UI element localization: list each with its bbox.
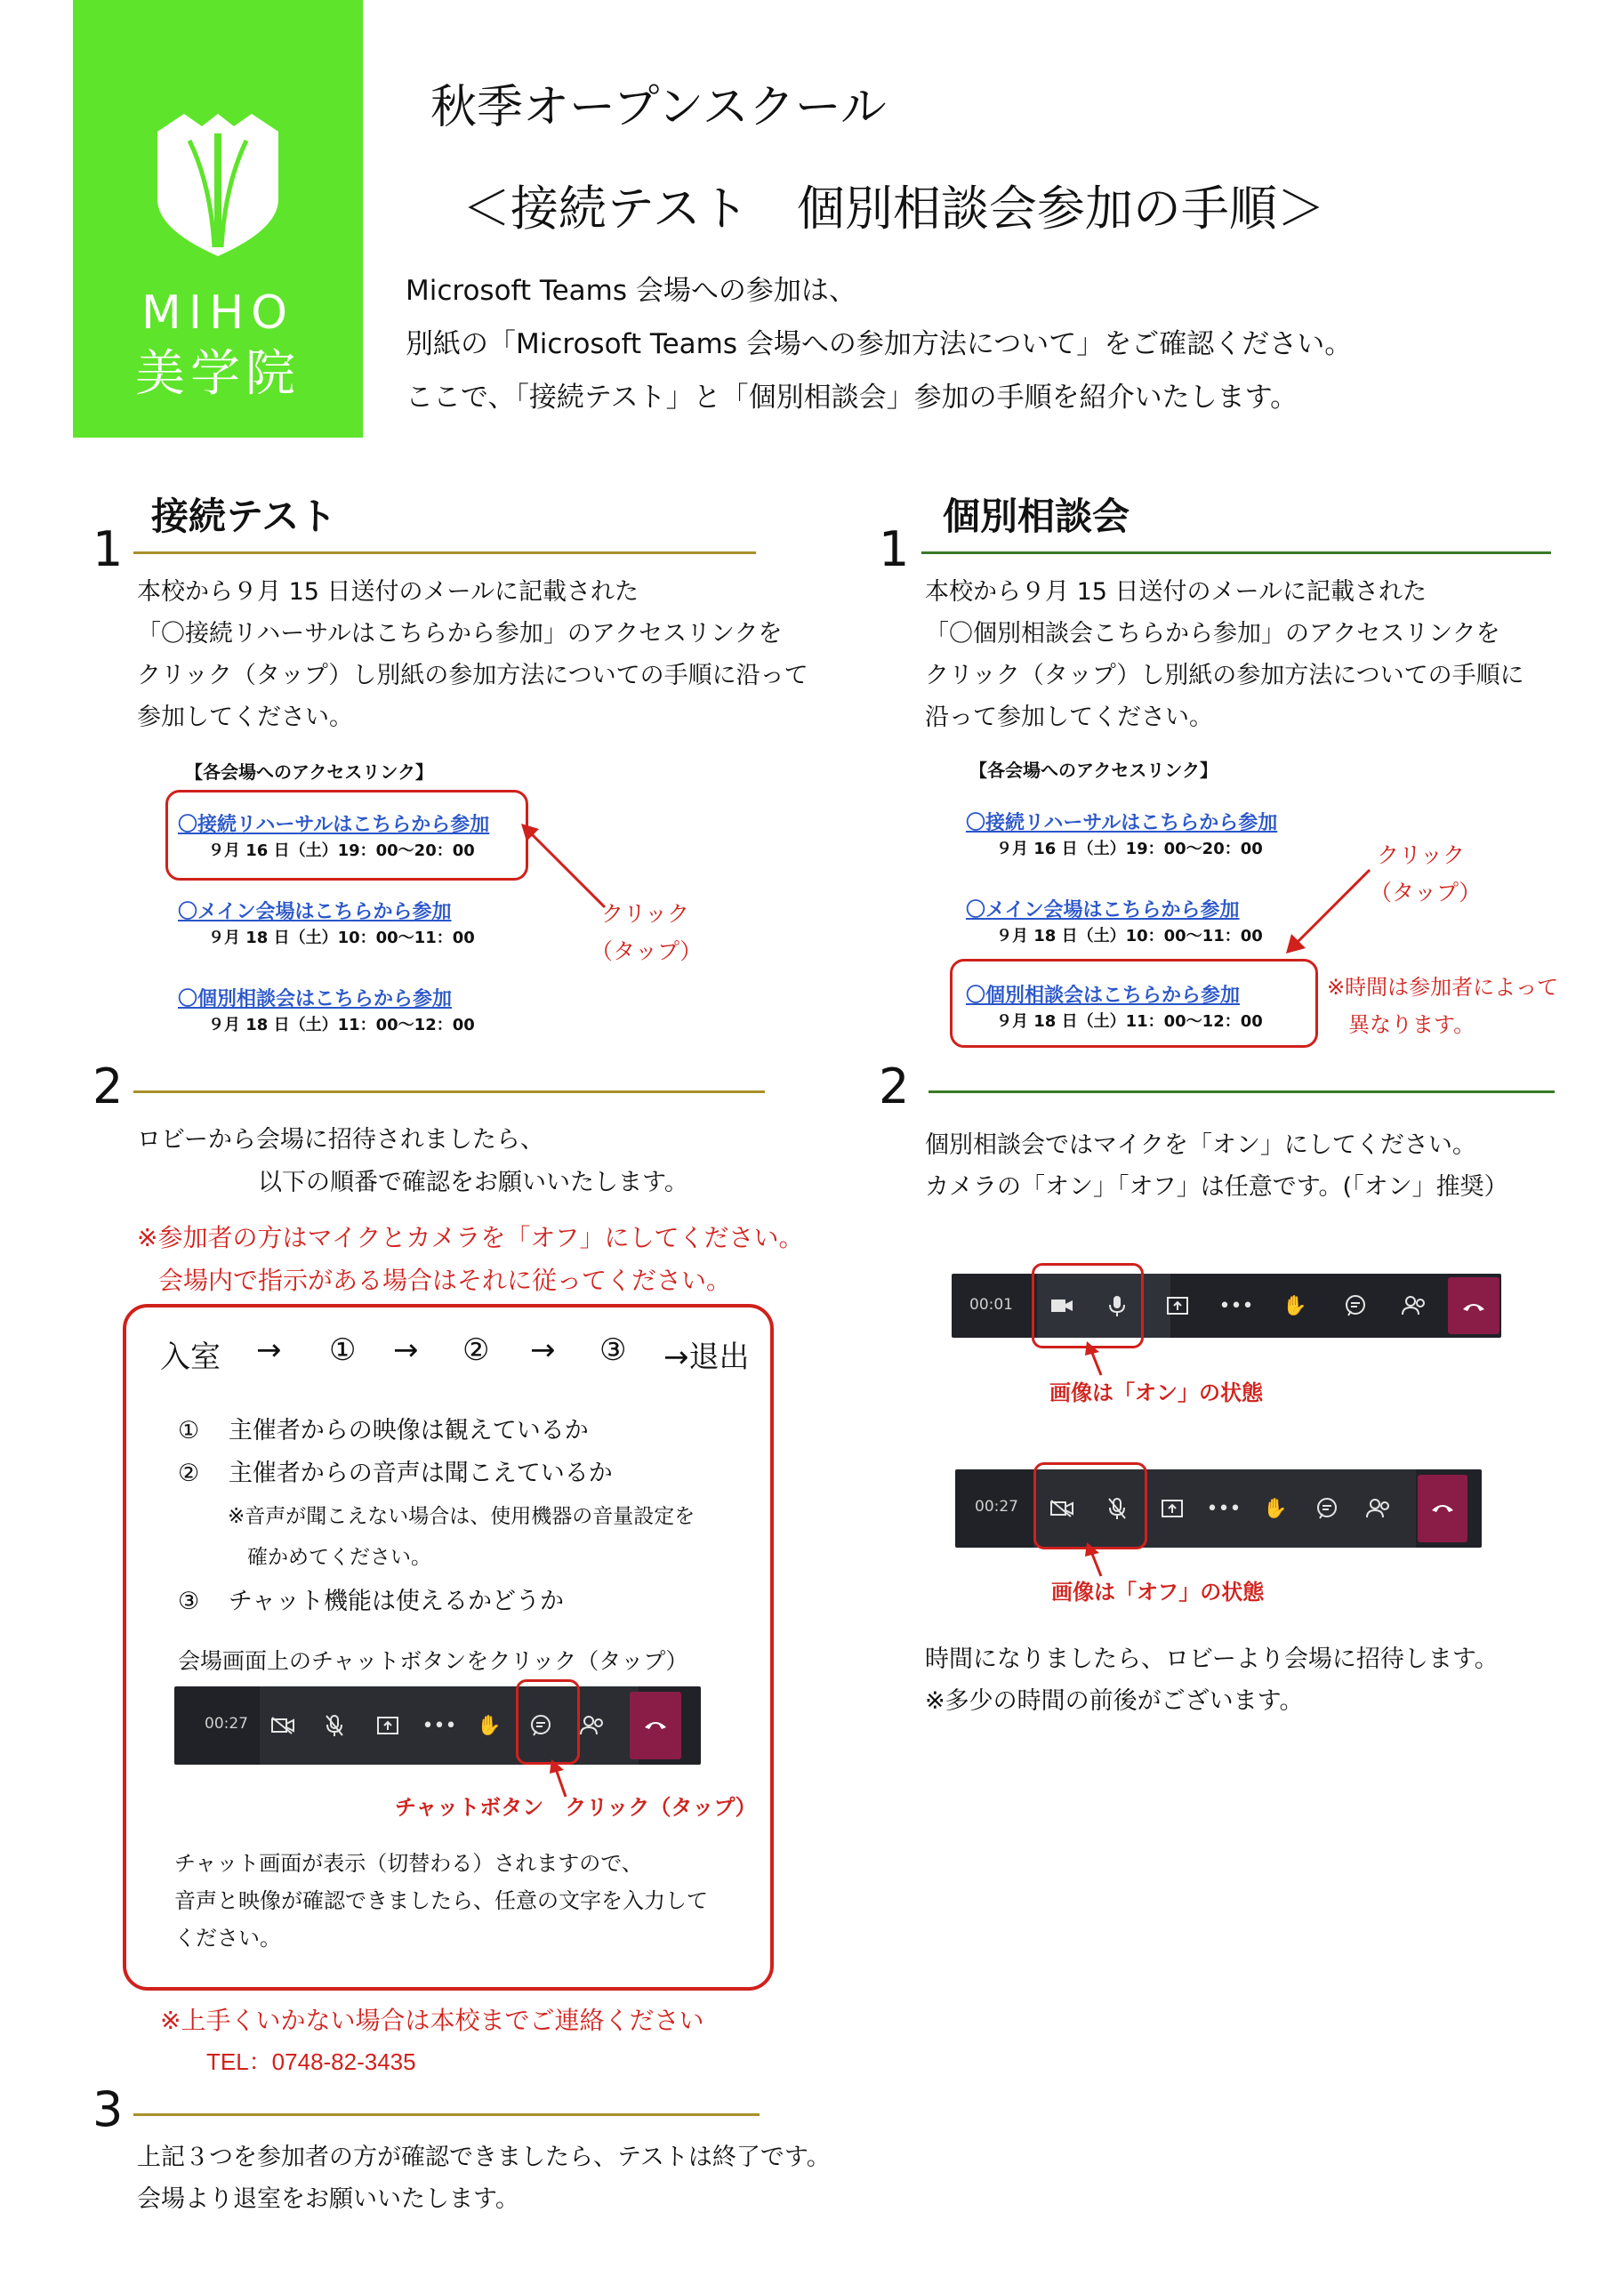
check-item-chat bbox=[178, 1581, 564, 1616]
text-line: 会場より退室をお願いいたします。 bbox=[137, 2185, 519, 2213]
instruction-note: 会場内で指示がある場合はそれに従ってください。 bbox=[158, 1266, 732, 1295]
intro-line: Microsoft Teams 会場への参加は、 bbox=[406, 275, 856, 307]
audio-subnote: ※音声が聞こえない場合は、使用機器の音量設定を bbox=[228, 1505, 695, 1528]
access-links-title: 【各会場へのアクセスリンク】 bbox=[969, 760, 1218, 781]
raise-hand-icon[interactable]: ✋ bbox=[1263, 1497, 1288, 1520]
link-time: ９月 16 日（土）19：00〜20：00 bbox=[996, 840, 1263, 858]
text-line: 音声と映像が確認できましたら、任意の文字を入力して bbox=[174, 1888, 708, 1913]
check-item-video bbox=[178, 1411, 589, 1445]
hang-up-button[interactable] bbox=[630, 1692, 681, 1759]
school-logo bbox=[73, 0, 363, 438]
text-line: ください。 bbox=[174, 1926, 281, 1951]
hang-up-button[interactable] bbox=[1448, 1277, 1499, 1334]
link-rehearsal[interactable]: 〇接続リハーサルはこちらから参加 bbox=[178, 814, 490, 836]
call-timer: 00:27 bbox=[975, 1498, 1018, 1516]
logo-mark-icon bbox=[157, 114, 278, 256]
step-number: 3 bbox=[92, 2081, 124, 2137]
contact-note: ※上手くいかない場合は本校までご連絡ください bbox=[160, 2006, 704, 2035]
page-title: 秋季オープンスクール bbox=[430, 81, 887, 134]
step1-text bbox=[137, 571, 808, 738]
participants-icon[interactable] bbox=[575, 1708, 610, 1743]
camera-off-icon[interactable] bbox=[265, 1708, 301, 1743]
on-state-label: 画像は「オン」の状態 bbox=[1049, 1380, 1263, 1405]
item-text: 主催者からの映像は観えているか bbox=[228, 1417, 589, 1444]
consult-step2-text bbox=[925, 1124, 1508, 1208]
click-label: クリック bbox=[1377, 842, 1466, 868]
step-number: 1 bbox=[92, 521, 124, 577]
text-line: カメラの「オン」「オフ」は任意です。(「オン」推奨） bbox=[925, 1173, 1508, 1201]
section-heading-connection-test: 接続テスト bbox=[151, 495, 337, 538]
flow-arrow: → bbox=[393, 1332, 419, 1368]
step-number: 1 bbox=[879, 521, 910, 577]
flow-arrow: → bbox=[256, 1332, 282, 1368]
text-line: チャット画面が表示（切替わる）されますので、 bbox=[174, 1851, 643, 1876]
text-line: 個別相談会ではマイクを「オン」にしてください。 bbox=[925, 1131, 1476, 1159]
arrow-icon bbox=[516, 818, 614, 916]
audio-subnote: 確かめてください。 bbox=[247, 1546, 431, 1569]
intro-text bbox=[406, 264, 1352, 424]
participants-icon[interactable] bbox=[1396, 1288, 1432, 1324]
entry-flow bbox=[160, 1332, 750, 1376]
tap-label: （タップ） bbox=[591, 938, 703, 964]
tap-label: （タップ） bbox=[1370, 880, 1482, 905]
link-time: ９月 16 日（土）19：00〜20：00 bbox=[208, 841, 475, 860]
text-line: 「〇個別相談会こちらから参加」のアクセスリンクを bbox=[925, 620, 1500, 648]
step3-text bbox=[137, 2136, 831, 2220]
chat-icon[interactable] bbox=[1338, 1288, 1373, 1324]
section-divider bbox=[929, 1090, 1555, 1093]
chat-after-text bbox=[174, 1845, 708, 1957]
text-line: 「〇接続リハーサルはこちらから参加」のアクセスリンクを bbox=[137, 620, 783, 648]
step2-line2: 以下の順番で確認をお願いいたします。 bbox=[258, 1169, 688, 1196]
logo-text-en: MIHO bbox=[141, 286, 295, 340]
share-screen-icon[interactable] bbox=[1160, 1288, 1195, 1324]
more-options-icon[interactable]: ••• bbox=[1218, 1294, 1254, 1317]
flow-step: ③ bbox=[599, 1332, 627, 1368]
mic-camera-note: ※参加者の方はマイクとカメラを「オフ」にしてください。 bbox=[137, 1223, 804, 1252]
phone-number[interactable]: TEL：0748-82-3435 bbox=[206, 2048, 416, 2075]
camera-mic-highlight bbox=[1033, 1462, 1147, 1549]
check-item-audio bbox=[178, 1453, 613, 1488]
access-links-title: 【各会場へのアクセスリンク】 bbox=[185, 761, 433, 783]
arrow-up-icon bbox=[1083, 1340, 1110, 1379]
link-consultation[interactable]: 〇個別相談会はこちらから参加 bbox=[966, 985, 1241, 1007]
section-divider bbox=[133, 2113, 760, 2116]
item-text: チャット機能は使えるかどうか bbox=[228, 1588, 565, 1615]
link-time: ９月 18 日（土）11：00〜12：00 bbox=[996, 1012, 1263, 1031]
raise-hand-icon[interactable]: ✋ bbox=[477, 1714, 502, 1737]
intro-line: ここで、「接続テスト」と「個別相談会」参加の手順を紹介いたします。 bbox=[406, 382, 1298, 414]
flow-step: →退出 bbox=[663, 1340, 750, 1375]
text-line: 本校から９月 15 日送付のメールに記載された bbox=[137, 578, 639, 606]
off-state-label: 画像は「オフ」の状態 bbox=[1051, 1580, 1265, 1605]
link-main-venue[interactable]: 〇メイン会場はこちらから参加 bbox=[966, 899, 1240, 921]
item-number: ① bbox=[178, 1417, 200, 1444]
time-note: 異なります。 bbox=[1348, 1012, 1475, 1037]
flow-step: 入室 bbox=[160, 1340, 221, 1375]
logo-text-jp: 美学院 bbox=[135, 345, 301, 403]
chat-instruction: 会場画面上のチャットボタンをクリック（タップ） bbox=[178, 1648, 688, 1674]
click-label: クリック bbox=[601, 901, 690, 927]
intro-line: 別紙の「Microsoft Teams 会場への参加方法について」をご確認ください。 bbox=[406, 328, 1353, 360]
text-line: 上記３つを参加者の方が確認できましたら、テストは終了です。 bbox=[137, 2144, 831, 2171]
section-divider bbox=[133, 1090, 765, 1093]
arrow-icon bbox=[1281, 863, 1379, 961]
participants-icon[interactable] bbox=[1361, 1491, 1396, 1526]
teams-toolbar bbox=[174, 1686, 701, 1765]
hang-up-button[interactable] bbox=[1418, 1475, 1467, 1542]
share-screen-icon[interactable] bbox=[370, 1708, 406, 1743]
mic-off-icon[interactable] bbox=[317, 1708, 352, 1743]
camera-mic-highlight bbox=[1032, 1263, 1144, 1348]
chat-icon[interactable] bbox=[1309, 1491, 1345, 1526]
call-timer: 00:01 bbox=[969, 1296, 1013, 1314]
flow-step: ① bbox=[329, 1332, 357, 1368]
text-line: クリック（タップ）し別紙の参加方法についての手順に沿って bbox=[137, 662, 808, 689]
call-timer: 00:27 bbox=[205, 1715, 248, 1733]
chat-button-label: チャットボタン クリック（タップ） bbox=[395, 1795, 757, 1820]
step2-line1: ロビーから会場に招待されましたら、 bbox=[137, 1126, 544, 1154]
flow-arrow: → bbox=[530, 1332, 556, 1368]
more-options-icon[interactable]: ••• bbox=[1206, 1497, 1242, 1520]
chat-button-highlight bbox=[516, 1679, 580, 1765]
text-line: ※多少の時間の前後がございます。 bbox=[925, 1687, 1304, 1715]
time-note: ※時間は参加者によって bbox=[1327, 975, 1559, 1000]
section-divider bbox=[133, 551, 756, 554]
text-line: クリック（タップ）し別紙の参加方法についての手順に bbox=[925, 662, 1524, 689]
item-number: ③ bbox=[178, 1588, 200, 1615]
step-number: 2 bbox=[92, 1058, 124, 1114]
flow-step: ② bbox=[462, 1332, 490, 1368]
page-subtitle: ＜接続テスト 個別相談会参加の手順＞ bbox=[462, 181, 1325, 237]
raise-hand-icon[interactable]: ✋ bbox=[1282, 1294, 1307, 1317]
section-divider bbox=[921, 551, 1551, 554]
share-screen-icon[interactable] bbox=[1154, 1491, 1190, 1526]
link-time: ９月 18 日（土）11：00〜12：00 bbox=[208, 1016, 475, 1034]
section-heading-consultation: 個別相談会 bbox=[943, 495, 1130, 538]
item-number: ② bbox=[178, 1460, 200, 1487]
link-consultation[interactable]: 〇個別相談会はこちらから参加 bbox=[178, 988, 453, 1010]
consult-footer-text bbox=[925, 1638, 1499, 1722]
text-line: 沿って参加してください。 bbox=[925, 704, 1213, 731]
link-main-venue[interactable]: 〇メイン会場はこちらから参加 bbox=[178, 901, 452, 923]
link-rehearsal[interactable]: 〇接続リハーサルはこちらから参加 bbox=[966, 812, 1278, 834]
text-line: 参加してください。 bbox=[137, 704, 353, 731]
link-time: ９月 18 日（土）10：00〜11：00 bbox=[996, 927, 1263, 945]
item-text: 主催者からの音声は聞こえているか bbox=[228, 1460, 613, 1487]
link-time: ９月 18 日（土）10：00〜11：00 bbox=[208, 929, 475, 947]
consult-step1-text bbox=[925, 571, 1524, 738]
text-line: 本校から９月 15 日送付のメールに記載された bbox=[925, 578, 1427, 606]
text-line: 時間になりましたら、ロビーより会場に招待します。 bbox=[925, 1645, 1499, 1673]
step-number: 2 bbox=[879, 1058, 910, 1114]
more-options-icon[interactable]: ••• bbox=[422, 1714, 457, 1737]
